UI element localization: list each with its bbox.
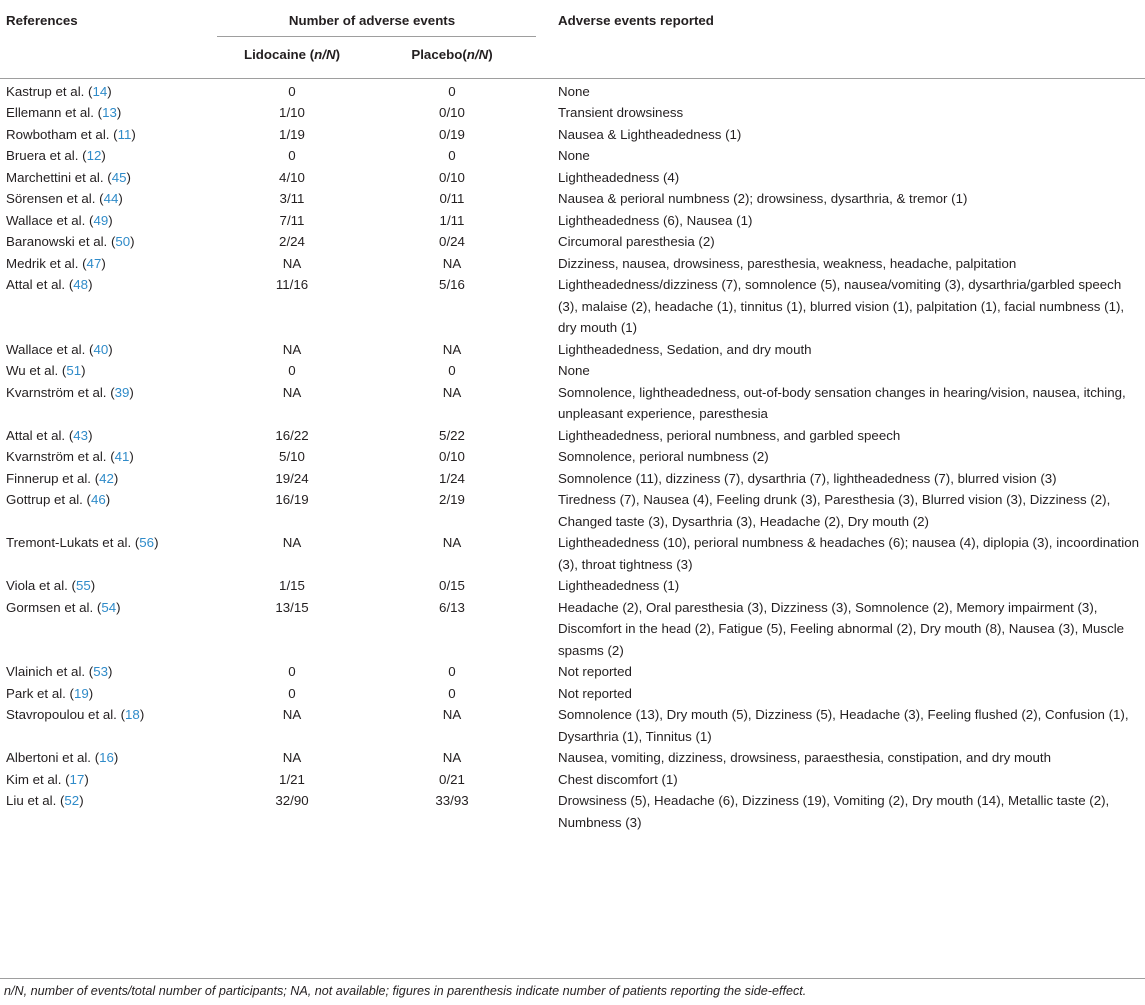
reference-cell [0,253,212,275]
adverse-events-cell: Chest discomfort (1) [558,771,678,787]
adverse-events-cell: Lightheadedness, Sedation, and dry mouth [558,341,812,357]
lidocaine-cell: 1/21 [279,771,305,787]
citation-link[interactable]: 50 [115,234,131,249]
header-placebo: Placebo(n/N) [372,37,532,78]
placebo-cell: 0/15 [439,578,465,593]
reference-cell [0,382,212,425]
placebo-cell: NA [442,384,462,400]
lidocaine-cell: 7/11 [279,212,305,228]
reference-cell [0,575,212,597]
reference-close-paren: ) [116,105,122,120]
lidocaine-cell: NA [282,341,302,357]
reference-cell [0,78,212,102]
reference-text: Gottrup et al. ( [6,492,91,507]
citation-link[interactable]: 43 [73,427,89,443]
reference-close-paren: ) [154,535,159,550]
placebo-cell: NA [442,750,462,765]
lidocaine-cell: 3/11 [279,191,305,206]
reference-close-paren: ) [113,750,119,765]
adverse-events-cell: Lightheadedness/dizziness (7), somnolence (5), nausea/vomiting (3), dysarthria/garbled speech (3), malaise (2), headache (1), tinnitus (1), blurred vision (1), palpitation (1), facial numbness (1), dry mouth (1) [558,277,1125,335]
citation-link[interactable]: 48 [73,277,89,292]
citation-link[interactable]: 49 [93,212,109,228]
reference-cell [0,790,212,833]
lidocaine-cell: NA [282,750,302,765]
citation-link[interactable]: 41 [114,449,130,464]
reference-cell [0,747,212,769]
citation-link[interactable]: 45 [111,169,127,185]
placebo-cell: NA [442,255,462,271]
reference-cell [0,661,212,683]
adverse-events-cell: Not reported [558,685,632,701]
adverse-events-cell: Not reported [558,664,632,679]
lidocaine-cell: NA [282,535,302,550]
adverse-events-cell: Dizziness, nausea, drowsiness, paresthesia, weakness, headache, palpitation [558,255,1017,271]
reference-text: Tremont-Lukats et al. ( [6,535,140,550]
reference-close-paren: ) [88,427,93,443]
reference-text: Baranowski et al. ( [6,234,116,249]
reference-cell [0,446,212,468]
citation-link[interactable]: 16 [99,750,114,765]
citation-link[interactable]: 42 [99,470,114,486]
placebo-cell: 6/13 [439,599,465,615]
reference-text: Kvarnström et al. ( [6,384,115,400]
reference-text: Wallace et al. ( [6,341,94,357]
reference-close-paren: ) [129,384,134,400]
table-row [0,339,1145,361]
reference-text: Attal et al. ( [6,427,74,443]
placebo-cell: 33/93 [435,793,469,808]
table-row [0,231,1145,253]
citation-link[interactable]: 18 [125,707,140,722]
header-lidocaine: Lidocaine (n/N) [212,37,372,78]
adverse-events-cell: Lightheadedness (6), Nausea (1) [558,212,753,228]
placebo-cell: 0/10 [439,105,465,120]
lidocaine-cell: 1/19 [279,126,305,142]
reference-close-paren: ) [81,363,86,378]
placebo-cell: 0/24 [439,234,465,249]
table-row [0,425,1145,447]
adverse-events-cell: Drowsiness (5), Headache (6), Dizziness (19), Vomiting (2), Dry mouth (14), Metallic taste (2), Numbness (3) [558,793,1110,830]
citation-link[interactable]: 11 [117,126,132,142]
citation-link[interactable]: 17 [69,771,85,787]
reference-cell [0,102,212,124]
table-row [0,597,1145,662]
adverse-events-cell: Somnolence (11), dizziness (7), dysarthria (7), lightheadedness (7), blurred vision (3) [558,470,1057,486]
lidocaine-cell: NA [282,707,302,722]
reference-text: Rowbotham et al. ( [6,126,118,142]
placebo-cell: 1/24 [439,470,465,486]
adverse-events-cell: Tiredness (7), Nausea (4), Feeling drunk (3), Paresthesia (3), Blurred vision (3), Dizziness (2), Changed taste (3), Dysarthria (3), Headache (2), Dry mouth (2) [558,492,1111,529]
placebo-cell: 5/16 [439,277,465,292]
reference-text: Ellemann et al. ( [6,105,103,120]
adverse-events-cell: Somnolence, lightheadedness, out-of-body sensation changes in hearing/vision, nausea, itching, unpleasant experience, paresthesia [558,384,1126,421]
lidocaine-cell: 32/90 [275,793,309,808]
placebo-cell: 0/21 [439,771,465,787]
adverse-events-cell: Transient drowsiness [558,105,684,120]
placebo-cell: 0/10 [439,169,465,185]
lidocaine-cell: 16/19 [275,492,309,507]
citation-link[interactable]: 46 [91,492,106,507]
citation-link[interactable]: 13 [102,105,117,120]
lidocaine-cell: NA [282,384,302,400]
adverse-events-cell: Lightheadedness, perioral numbness, and garbled speech [558,427,901,443]
table-row [0,274,1145,339]
reference-text: Sörensen et al. ( [6,191,104,206]
reference-close-paren: ) [108,664,113,679]
lidocaine-cell: 1/15 [279,578,305,593]
placebo-cell: 0 [448,664,456,679]
table-row [0,167,1145,189]
reference-close-paren: ) [108,341,113,357]
reference-cell [0,124,212,146]
reference-text: Albertoni et al. ( [6,750,100,765]
reference-cell [0,339,212,361]
placebo-cell: 0 [448,148,456,163]
lidocaine-cell: 5/10 [279,449,305,464]
reference-cell [0,231,212,253]
citation-link[interactable]: 19 [73,685,89,701]
reference-text: Vlainich et al. ( [6,664,94,679]
table-row [0,145,1145,167]
placebo-cell: 0 [448,83,456,99]
adverse-events-cell: None [558,83,590,99]
adverse-events-cell: Circumoral paresthesia (2) [558,234,715,249]
adverse-events-cell: Somnolence, perioral numbness (2) [558,449,769,464]
adverse-events-cell: Nausea & perioral numbness (2); drowsiness, dysarthria, & tremor (1) [558,191,968,206]
reference-text: Wallace et al. ( [6,212,94,228]
citation-link[interactable]: 39 [114,384,130,400]
reference-close-paren: ) [126,169,131,185]
reference-close-paren: ) [113,470,119,486]
citation-link[interactable]: 53 [93,664,109,679]
reference-close-paren: ) [101,255,106,271]
lidocaine-cell: 0 [288,685,296,701]
lidocaine-cell: 19/24 [275,470,309,486]
lidocaine-cell: 0 [288,83,296,99]
reference-cell [0,532,212,575]
table-row [0,210,1145,232]
reference-close-paren: ) [129,449,134,464]
reference-text: Gormsen et al. ( [6,599,102,615]
table-row [0,382,1145,425]
header-adverse-events: Adverse events reported [532,0,1145,78]
placebo-cell: NA [442,341,462,357]
placebo-cell: 1/11 [439,212,465,228]
table-row [0,769,1145,791]
table-row [0,489,1145,532]
table-row [0,446,1145,468]
placebo-cell: 2/19 [439,492,465,507]
citation-link[interactable]: 54 [101,599,117,615]
reference-close-paren: ) [118,191,123,206]
citation-link[interactable]: 56 [139,535,155,550]
table-row [0,188,1145,210]
reference-cell [0,683,212,705]
reference-close-paren: ) [116,599,121,615]
citation-link[interactable]: 14 [92,83,108,99]
reference-cell [0,489,212,532]
reference-close-paren: ) [139,707,145,722]
placebo-cell: 0/11 [439,191,465,206]
lidocaine-cell: 4/10 [279,169,305,185]
reference-cell [0,188,212,210]
table-row [0,253,1145,275]
reference-close-paren: ) [79,793,84,808]
placebo-cell: NA [442,535,462,550]
reference-cell [0,145,212,167]
table-row [0,747,1145,769]
citation-link[interactable]: 12 [86,148,102,163]
reference-text: Kim et al. ( [6,771,70,787]
footnote-divider [0,978,1145,979]
reference-cell [0,274,212,339]
table-header [0,0,1145,78]
reference-text: Bruera et al. ( [6,148,87,163]
adverse-events-cell: Lightheadedness (1) [558,578,680,593]
reference-cell [0,425,212,447]
reference-cell [0,597,212,662]
adverse-events-cell: Nausea, vomiting, dizziness, drowsiness, paraesthesia, constipation, and dry mouth [558,750,1051,765]
table-row [0,124,1145,146]
placebo-cell: 0/19 [439,126,465,142]
placebo-cell: 0 [448,363,456,378]
table-row [0,102,1145,124]
table-row [0,532,1145,575]
lidocaine-cell: 2/24 [279,234,305,249]
reference-cell [0,468,212,490]
reference-close-paren: ) [108,212,113,228]
lidocaine-cell: 16/22 [275,427,309,443]
adverse-events-cell: Lightheadedness (4) [558,169,680,185]
header-number-group: Number of adverse events [212,0,532,37]
table-row [0,661,1145,683]
table-row [0,790,1145,833]
placebo-cell: 0/10 [439,449,465,464]
citation-link[interactable]: 47 [86,255,102,271]
reference-cell [0,210,212,232]
table-row [0,575,1145,597]
reference-text: Medrik et al. ( [6,255,87,271]
lidocaine-cell: 1/10 [279,105,305,120]
reference-close-paren: ) [107,83,112,99]
reference-close-paren: ) [84,771,89,787]
reference-text: Kastrup et al. ( [6,83,93,99]
reference-text: Viola et al. ( [6,578,76,593]
citation-link[interactable]: 44 [103,191,119,206]
lidocaine-cell: 0 [288,148,296,163]
reference-close-paren: ) [88,277,93,292]
header-references: References [0,0,212,78]
reference-close-paren: ) [88,685,94,701]
adverse-events-cell: Lightheadedness (10), perioral numbness & headaches (6); nausea (4), diplopia (3), incoordination (3), throat tightness (3) [558,535,1139,572]
table-row [0,468,1145,490]
lidocaine-cell: 0 [288,664,296,679]
placebo-cell: 5/22 [439,427,465,443]
lidocaine-cell: 13/15 [275,599,309,615]
reference-text: Kvarnström et al. ( [6,449,115,464]
citation-link[interactable]: 55 [75,578,91,593]
reference-cell [0,167,212,189]
table-row [0,78,1145,102]
reference-text: Attal et al. ( [6,277,74,292]
table-footnote: n/N, number of events/total number of participants; NA, not available; figures in parenthesis indicate number of patients reporting the side-effect. [4,984,807,998]
table-row [0,704,1145,747]
citation-link[interactable]: 52 [64,793,80,808]
adverse-events-cell: Somnolence (13), Dry mouth (5), Dizziness (5), Headache (3), Feeling flushed (2), Confusion (1), Dysarthria (1), Tinnitus (1) [558,707,1129,744]
lidocaine-cell: 0 [288,363,296,378]
reference-cell [0,769,212,791]
reference-text: Marchettini et al. ( [6,169,112,185]
citation-link[interactable]: 40 [93,341,109,357]
reference-cell [0,360,212,382]
reference-close-paren: ) [131,126,136,142]
placebo-cell: NA [442,707,462,722]
adverse-events-cell: Nausea & Lightheadedness (1) [558,126,742,142]
adverse-events-cell: Headache (2), Oral paresthesia (3), Dizziness (3), Somnolence (2), Memory impairment (3), Discomfort in the head (2), Fatigue (5), Feeling abnormal (2), Dry mouth (8), Nausea (3), Muscle spasms (2) [558,599,1125,658]
reference-close-paren: ) [101,148,106,163]
citation-link[interactable]: 51 [66,363,82,378]
reference-text: Wu et al. ( [6,363,67,378]
reference-close-paren: ) [90,578,96,593]
reference-text: Liu et al. ( [6,793,65,808]
table-row [0,360,1145,382]
lidocaine-cell: NA [282,255,302,271]
reference-text: Park et al. ( [6,685,74,701]
reference-text: Finnerup et al. ( [6,470,100,486]
adverse-events-cell: None [558,363,590,378]
reference-close-paren: ) [130,234,135,249]
table-row [0,683,1145,705]
adverse-events-cell: None [558,148,590,163]
table-body [0,78,1145,833]
lidocaine-cell: 11/16 [275,277,309,292]
reference-cell [0,704,212,747]
reference-text: Stavropoulou et al. ( [6,707,126,722]
reference-close-paren: ) [105,492,111,507]
placebo-cell: 0 [448,685,456,701]
